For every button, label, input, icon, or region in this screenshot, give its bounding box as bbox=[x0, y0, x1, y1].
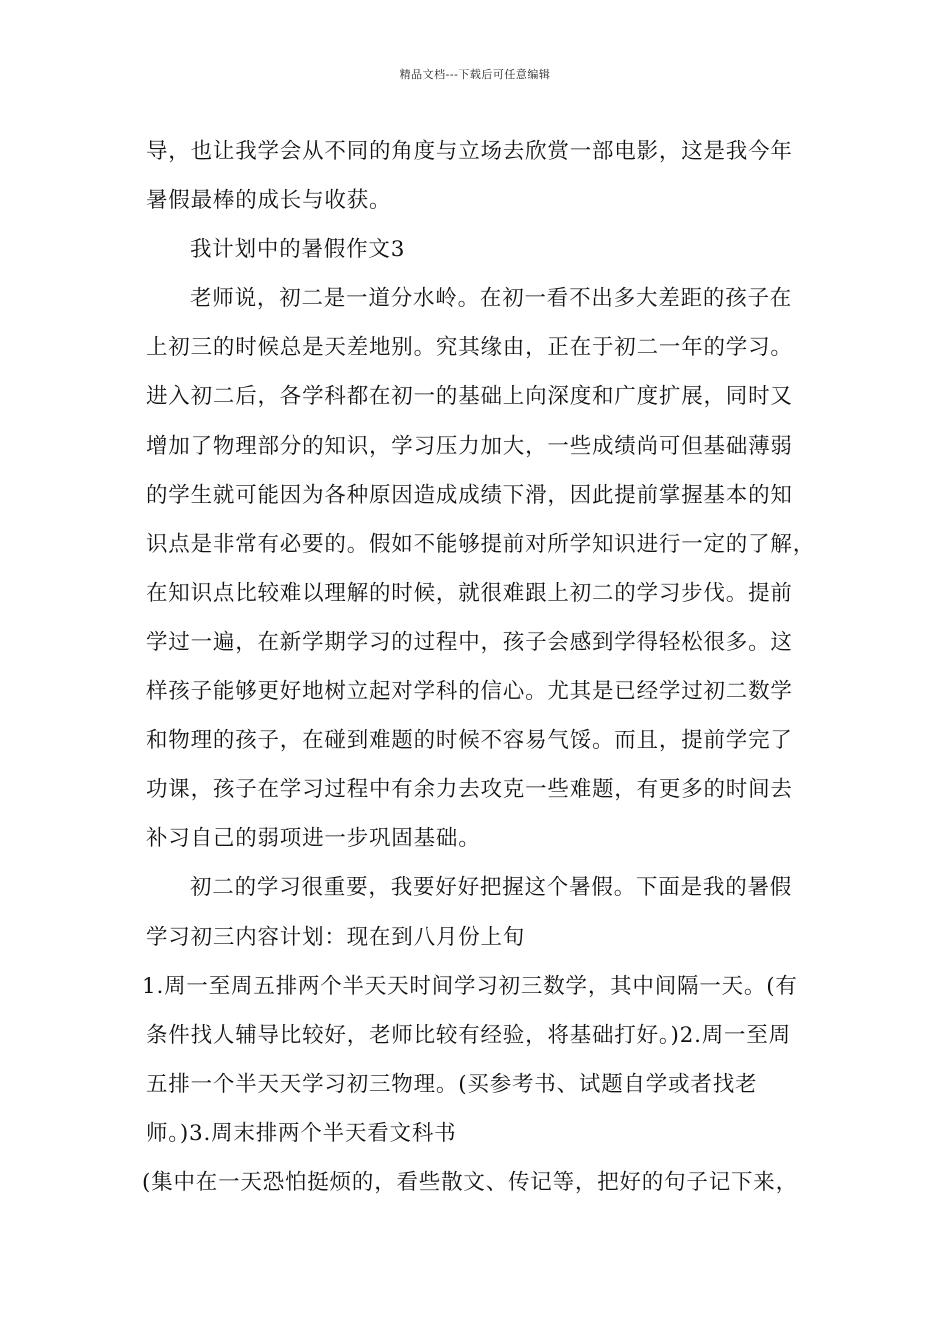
text-line: 补习自己的弱项进一步巩固基础。 bbox=[146, 826, 481, 852]
text-line: 导，也让我学会从不同的角度与立场去欣赏一部电影，这是我今年 bbox=[146, 139, 793, 164]
text-line: 在知识点比较难以理解的时候，就很难跟上初二的学习步伐。提前 bbox=[146, 580, 793, 606]
text-line: 和物理的孩子，在碰到难题的时候不容易气馁。而且，提前学完了 bbox=[146, 728, 793, 754]
text-line: 条件找人辅导比较好，老师比较有经验，将基础打好。)2.周一至周 bbox=[146, 1022, 791, 1048]
text-line: 五排一个半天天学习初三物理。(买参考书、试题自学或者找老 bbox=[146, 1071, 758, 1097]
text-line: 识点是非常有必要的。假如不能够提前对所学知识进行一定的了解， bbox=[146, 531, 816, 557]
text-line: 学习初三内容计划：现在到八月份上旬 bbox=[146, 924, 526, 950]
text-line: 初二的学习很重要，我要好好把握这个暑假。下面是我的暑假 bbox=[190, 875, 793, 901]
text-line: 功课，孩子在学习过程中有余力去攻克一些难题，有更多的时间去 bbox=[146, 777, 793, 803]
page-header: 精品文档---下载后可任意编辑 bbox=[399, 68, 551, 81]
text-line: 暑假最棒的成长与收获。 bbox=[146, 188, 392, 214]
text-line: 样孩子能够更好地树立起对学科的信心。尤其是已经学过初二数学 bbox=[146, 679, 793, 705]
document-body bbox=[142, 132, 816, 1212]
section-heading: 我计划中的暑假作文3 bbox=[190, 237, 406, 263]
text-line: 的学生就可能因为各种原因造成成绩下滑，因此提前掌握基本的知 bbox=[146, 482, 793, 508]
text-line: 进入初二后，各学科都在初一的基础上向深度和广度扩展，同时又 bbox=[146, 384, 793, 410]
text-line: 学过一遍，在新学期学习的过程中，孩子会感到学得轻松很多。这 bbox=[146, 629, 793, 655]
text-line: 1.周一至周五排两个半天天时间学习初三数学，其中间隔一天。(有 bbox=[142, 973, 798, 999]
text-line: 老师说，初二是一道分水岭。在初一看不出多大差距的孩子在 bbox=[190, 286, 793, 312]
text-line: 上初三的时候总是天差地别。究其缘由，正在于初二一年的学习。 bbox=[146, 335, 793, 361]
text-line: 增加了物理部分的知识，学习压力加大，一些成绩尚可但基础薄弱 bbox=[146, 433, 793, 459]
text-line: (集中在一天恐怕挺烦的，看些散文、传记等，把好的句子记下来， bbox=[142, 1169, 798, 1195]
text-line: 师。)3.周末排两个半天看文科书 bbox=[146, 1120, 457, 1146]
